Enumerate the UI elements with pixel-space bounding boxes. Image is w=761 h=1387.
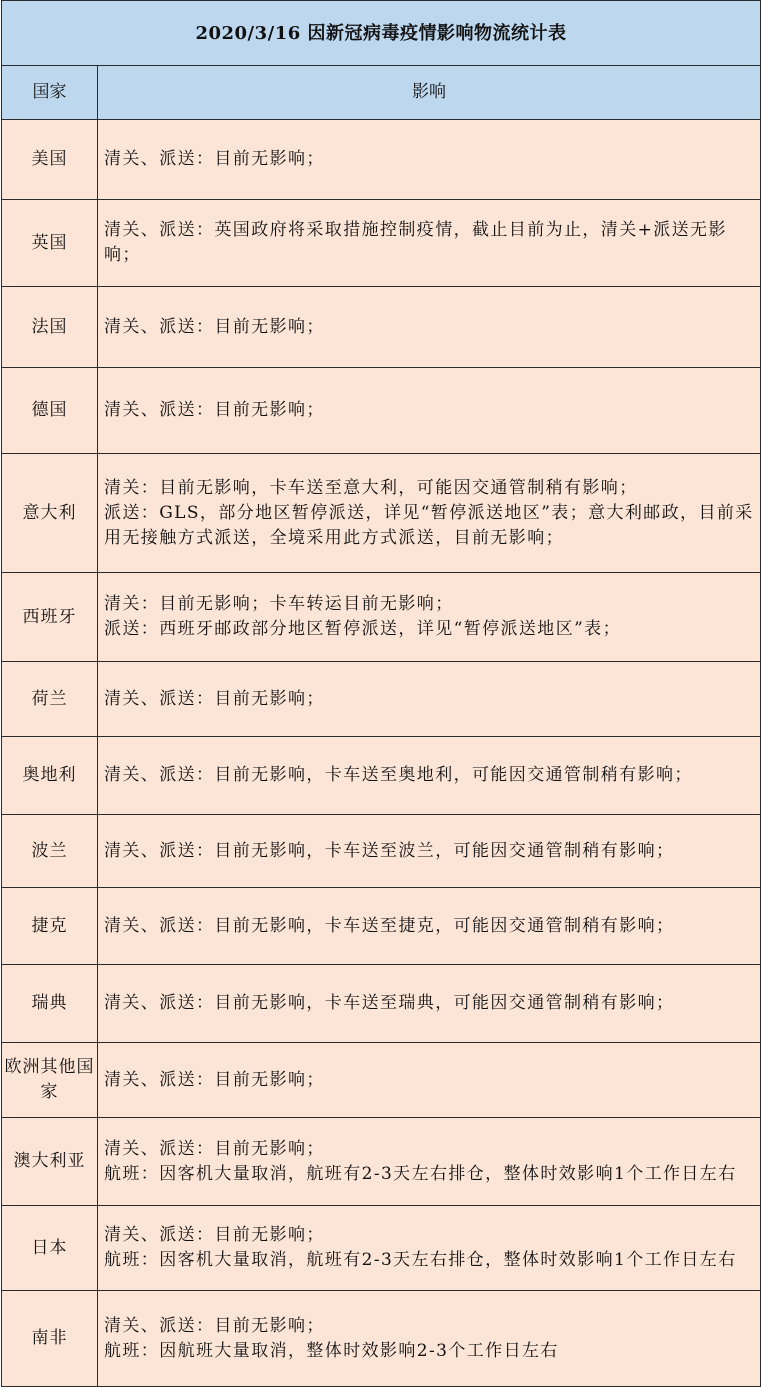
impact-line: 清关、派送：目前无影响，卡车送至捷克，可能因交通管制稍有影响；: [104, 915, 675, 936]
impact-cell: [98, 662, 761, 737]
impact-line: 清关、派送：目前无影响；: [104, 1069, 325, 1090]
table-row: [2, 120, 761, 200]
table-row: [2, 737, 761, 815]
country-cell: 奥地利: [2, 737, 98, 815]
country-cell: 澳大利亚: [2, 1118, 98, 1206]
impact-cell: [98, 454, 761, 573]
country-cell: 波兰: [2, 815, 98, 888]
impact-cell: [98, 888, 761, 965]
impact-line: 清关、派送：目前无影响；: [104, 1138, 325, 1159]
country-cell: 日本: [2, 1206, 98, 1291]
table-row: [2, 1118, 761, 1206]
table-row: [2, 965, 761, 1043]
country-cell: 意大利: [2, 454, 98, 573]
impact-line: 清关、派送：目前无影响，卡车送至奥地利，可能因交通管制稍有影响；: [104, 765, 693, 785]
table-row: [2, 1291, 761, 1387]
country-cell: 英国: [2, 200, 98, 287]
impact-line: 清关、派送：目前无影响；: [104, 1315, 325, 1336]
impact-cell: [98, 1043, 761, 1118]
impact-cell: [98, 573, 761, 662]
impact-line: 航班：因客机大量取消，航班有2-3天左右排仓，整体时效影响1个工作日左右: [104, 1250, 737, 1270]
country-cell: 荷兰: [2, 662, 98, 737]
table-row: [2, 573, 761, 662]
table-row: [2, 454, 761, 573]
impact-cell: [98, 200, 761, 287]
impact-cell: [98, 965, 761, 1043]
impact-line: 清关：目前无影响；卡车转运目前无影响；: [104, 594, 454, 614]
table-row: [2, 815, 761, 888]
impact-line: 清关、派送：目前无影响；: [104, 1225, 325, 1245]
country-cell: 瑞典: [2, 965, 98, 1043]
impact-line: 清关、派送：目前无影响；: [104, 316, 325, 337]
impact-line: 航班：因客机大量取消，航班有2-3天左右排仓，整体时效影响1个工作日左右: [104, 1163, 737, 1184]
country-cell: 南非: [2, 1291, 98, 1387]
impact-line: 清关、派送：目前无影响，卡车送至波兰，可能因交通管制稍有影响；: [104, 840, 675, 861]
impact-line: 派送：西班牙邮政部分地区暂停派送，详见“暂停派送地区”表；: [104, 619, 621, 639]
country-cell: 德国: [2, 368, 98, 454]
impact-cell: [98, 120, 761, 200]
impact-line: 派送：GLS，部分地区暂停派送，详见“暂停派送地区”表；意大利邮政，目前采用无接触方式派送，全境采用此方式派送，目前无影响；: [104, 502, 754, 548]
impact-cell: [98, 1291, 761, 1387]
table-row: [2, 662, 761, 737]
table-row: [2, 888, 761, 965]
impact-cell: [98, 368, 761, 454]
impact-line: 清关：目前无影响，卡车送至意大利，可能因交通管制稍有影响；: [104, 477, 638, 498]
table-row: [2, 200, 761, 287]
impact-cell: [98, 815, 761, 888]
column-header-impact: 影响: [98, 66, 761, 120]
country-cell: 美国: [2, 120, 98, 200]
impact-line: 清关、派送：目前无影响，卡车送至瑞典，可能因交通管制稍有影响；: [104, 993, 675, 1013]
table-row: [2, 287, 761, 368]
table-row: [2, 368, 761, 454]
title-row: [2, 1, 761, 66]
table-row: [2, 1206, 761, 1291]
table-title: 2020/3/16 因新冠病毒疫情影响物流统计表: [2, 1, 761, 66]
country-cell: 欧洲其他国家: [2, 1043, 98, 1118]
impact-line: 清关、派送：目前无影响；: [104, 400, 325, 420]
table-row: [2, 1043, 761, 1118]
impact-line: 清关、派送：英国政府将采取措施控制疫情，截止目前为止，清关+派送无影响；: [104, 220, 727, 265]
column-header-country: 国家: [2, 66, 98, 120]
logistics-impact-table: [1, 0, 761, 1387]
impact-cell: [98, 737, 761, 815]
impact-line: 清关、派送：目前无影响；: [104, 149, 325, 169]
country-cell: 捷克: [2, 888, 98, 965]
impact-cell: [98, 1118, 761, 1206]
impact-cell: [98, 287, 761, 368]
impact-line: 清关、派送：目前无影响；: [104, 688, 325, 709]
impact-line: 航班：因航班大量取消，整体时效影响2-3个工作日左右: [104, 1340, 559, 1361]
country-cell: 西班牙: [2, 573, 98, 662]
impact-cell: [98, 1206, 761, 1291]
header-row: [2, 66, 761, 120]
country-cell: 法国: [2, 287, 98, 368]
